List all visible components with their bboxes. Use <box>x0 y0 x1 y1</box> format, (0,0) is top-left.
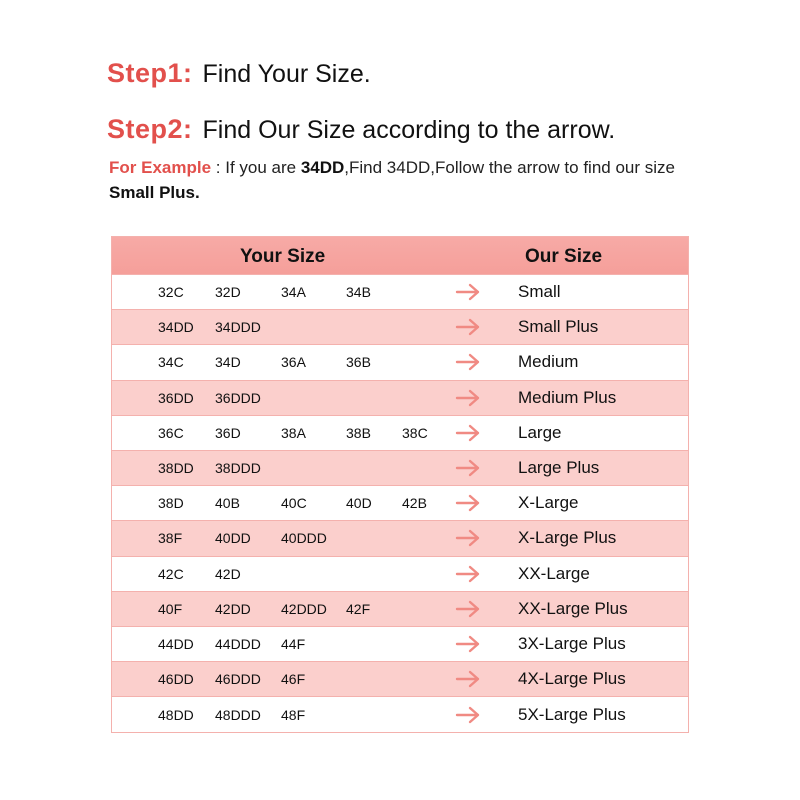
arrow-right-icon <box>455 706 481 724</box>
your-size-cell: 40B <box>215 495 240 512</box>
your-size-cell: 32D <box>215 284 241 301</box>
table-row <box>112 416 688 451</box>
example-paragraph <box>109 155 709 205</box>
your-size-cell: 48F <box>281 706 306 723</box>
step2-heading <box>107 114 615 145</box>
our-size-cell: Large Plus <box>518 458 600 478</box>
your-size-cell: 40DDD <box>281 530 327 547</box>
arrow-right-icon <box>455 283 481 301</box>
arrow-right-icon <box>455 459 481 477</box>
your-size-cell: 34DDD <box>215 319 261 336</box>
your-size-cell: 46DDD <box>215 671 261 688</box>
arrow-right-icon <box>455 600 481 618</box>
arrow-right-icon <box>455 529 481 547</box>
arrow-right-icon <box>455 565 481 583</box>
our-size-cell: X-Large Plus <box>518 528 617 548</box>
table-row <box>112 310 688 345</box>
your-size-cell: 38F <box>158 530 183 547</box>
your-size-cell: 42F <box>346 600 371 617</box>
table-row <box>112 697 688 732</box>
your-size-cell: 32C <box>158 284 184 301</box>
your-size-cell: 42DD <box>215 600 251 617</box>
your-size-cell: 38A <box>281 424 306 441</box>
step2-label: Step2: <box>107 114 193 144</box>
our-size-cell: 5X-Large Plus <box>518 704 626 724</box>
arrow-right-icon <box>455 635 481 653</box>
your-size-cell: 40D <box>346 495 372 512</box>
your-size-cell: 48DDD <box>215 706 261 723</box>
your-size-cell: 44F <box>281 635 306 652</box>
table-header <box>112 237 688 275</box>
arrow-right-icon <box>455 494 481 512</box>
your-size-cell: 44DD <box>158 635 194 652</box>
our-size-cell: Medium <box>518 352 579 372</box>
your-size-cell: 36B <box>346 354 371 371</box>
example-size: 34DD <box>300 158 345 177</box>
our-size-cell: XX-Large <box>518 563 590 583</box>
your-size-cell: 38B <box>346 424 371 441</box>
our-size-cell: Medium Plus <box>518 387 617 407</box>
your-size-cell: 42D <box>215 565 241 582</box>
example-sep: : If you are <box>211 158 301 177</box>
your-size-cell: 36D <box>215 424 241 441</box>
your-size-cell: 42B <box>402 495 427 512</box>
table-row <box>112 662 688 697</box>
your-size-cell: 36DD <box>158 389 194 406</box>
your-size-cell: 34A <box>281 284 306 301</box>
arrow-right-icon <box>455 424 481 442</box>
our-size-cell: XX-Large Plus <box>518 598 628 618</box>
your-size-cell: 34C <box>158 354 184 371</box>
table-row <box>112 486 688 521</box>
header-your-size: Your Size <box>240 246 326 267</box>
your-size-cell: 46F <box>281 671 306 688</box>
our-size-cell: X-Large <box>518 493 579 513</box>
table-row <box>112 627 688 662</box>
our-size-cell: Large <box>518 422 562 442</box>
your-size-cell: 48DD <box>158 706 194 723</box>
table-body <box>112 275 688 732</box>
size-table <box>111 236 689 733</box>
your-size-cell: 36C <box>158 424 184 441</box>
your-size-cell: 36A <box>281 354 306 371</box>
arrow-right-icon <box>455 318 481 336</box>
your-size-cell: 34DD <box>158 319 194 336</box>
your-size-cell: 34B <box>346 284 371 301</box>
your-size-cell: 34D <box>215 354 241 371</box>
arrow-right-icon <box>455 353 481 371</box>
table-row <box>112 381 688 416</box>
table-row <box>112 521 688 556</box>
step1-heading <box>107 58 371 89</box>
our-size-cell: 4X-Large Plus <box>518 669 626 689</box>
your-size-cell: 38D <box>158 495 184 512</box>
your-size-cell: 40C <box>281 495 307 512</box>
table-row <box>112 557 688 592</box>
table-row <box>112 592 688 627</box>
table-row <box>112 345 688 380</box>
step1-label: Step1: <box>107 58 193 88</box>
arrow-right-icon <box>455 389 481 407</box>
example-mid: ,Find 34DD,Follow the arrow to find our size <box>344 158 675 177</box>
our-size-cell: Small <box>518 282 561 302</box>
our-size-cell: Small Plus <box>518 317 599 337</box>
your-size-cell: 40DD <box>215 530 251 547</box>
table-row <box>112 451 688 486</box>
your-size-cell: 44DDD <box>215 635 261 652</box>
your-size-cell: 42C <box>158 565 184 582</box>
your-size-cell: 42DDD <box>281 600 327 617</box>
example-label: For Example <box>109 158 212 177</box>
example-result: Small Plus. <box>109 183 200 202</box>
your-size-cell: 40F <box>158 600 183 617</box>
header-our-size: Our Size <box>525 246 603 267</box>
table-row <box>112 275 688 310</box>
your-size-cell: 38DDD <box>215 460 261 477</box>
your-size-cell: 46DD <box>158 671 194 688</box>
arrow-right-icon <box>455 670 481 688</box>
your-size-cell: 38C <box>402 424 428 441</box>
your-size-cell: 38DD <box>158 460 194 477</box>
step1-text: Find Your Size. <box>202 60 371 88</box>
our-size-cell: 3X-Large Plus <box>518 633 626 653</box>
step2-text: Find Our Size according to the arrow. <box>202 116 616 144</box>
your-size-cell: 36DDD <box>215 389 261 406</box>
